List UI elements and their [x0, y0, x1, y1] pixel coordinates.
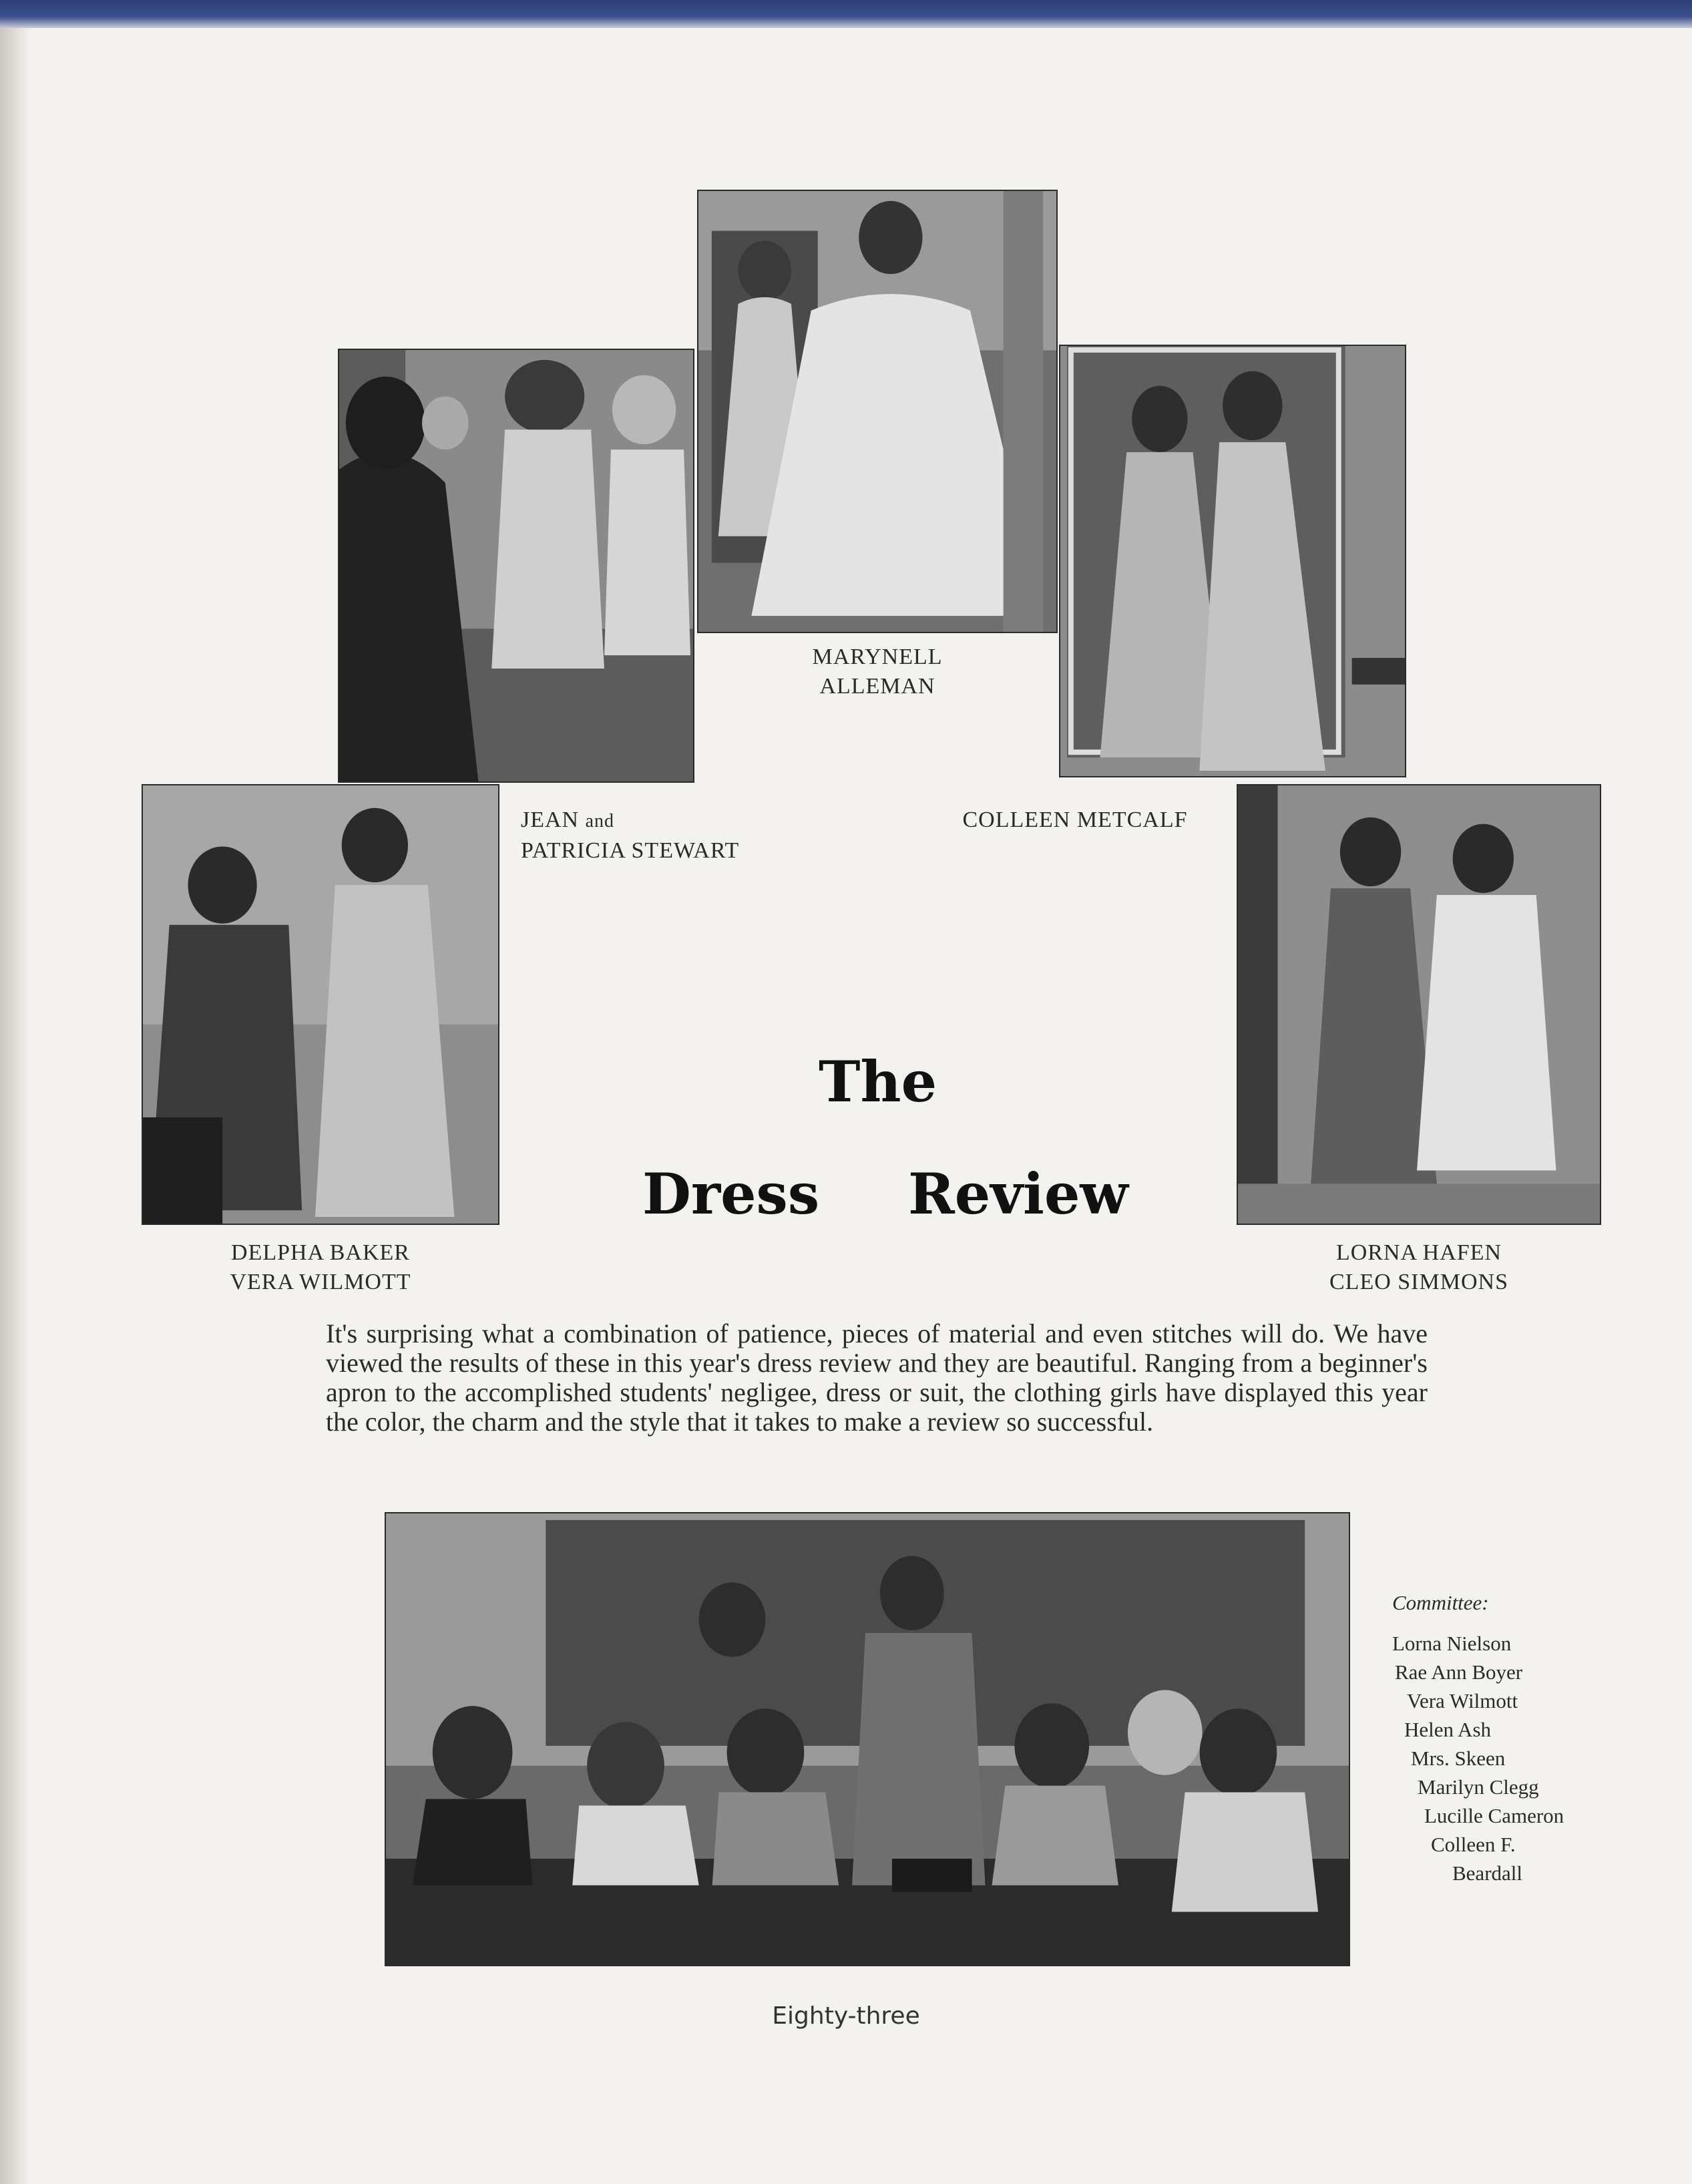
caption-line: VERA WILMOTT: [230, 1270, 411, 1294]
caption-line: JEAN: [521, 807, 580, 832]
caption-upper-left: [521, 805, 841, 866]
title-word-the: The: [819, 1049, 937, 1115]
caption-line: LORNA HAFEN: [1335, 1240, 1502, 1265]
committee-member: Mrs. Skeen: [1411, 1747, 1506, 1770]
committee-heading: Committee:: [1392, 1591, 1489, 1614]
committee-member: Vera Wilmott: [1407, 1689, 1518, 1712]
photo-marynell-alleman: [697, 190, 1058, 633]
photo-delpha-baker-vera-wilmott: [142, 784, 499, 1225]
committee-list: [1392, 1588, 1564, 1887]
committee-member: Beardall: [1452, 1861, 1523, 1885]
caption-line: COLLEEN METCALF: [962, 807, 1188, 832]
caption-line: PATRICIA STEWART: [521, 838, 740, 863]
committee-member: Marilyn Clegg: [1418, 1775, 1539, 1799]
committee-member: Lorna Nielson: [1392, 1632, 1512, 1655]
title-word-review: Review: [908, 1161, 1128, 1227]
photo-lorna-hafen-cleo-simmons: [1237, 784, 1601, 1225]
caption-line: CLEO SIMMONS: [1329, 1270, 1508, 1294]
committee-member: Helen Ash: [1404, 1718, 1492, 1741]
caption-line: MARYNELL: [812, 645, 943, 669]
binding-strip: [0, 0, 1692, 28]
caption-lower-left: [142, 1238, 499, 1297]
photo-jean-patricia-stewart: [338, 349, 694, 783]
photo-colleen-metcalf: [1059, 345, 1406, 777]
page-number: Eighty-three: [772, 2002, 920, 2030]
body-paragraph: It's surprising what a combination of patience, pieces of material and even stitches will do. We have viewed the results of these in this year's dress review and they are beautiful. Ranging from a beginner's apron to the accomplished students' negligee, dress or suit, the clothing girls have displayed this year the color, the charm and the style that it takes to make a review so successful.: [326, 1318, 1428, 1437]
caption-lower-right: [1237, 1238, 1601, 1297]
photo-committee-group: [385, 1512, 1350, 1966]
caption-conjunction: and: [585, 811, 615, 832]
caption-upper-right: [921, 805, 1229, 835]
caption-line: DELPHA BAKER: [231, 1240, 410, 1265]
title-word-dress: Dress: [642, 1161, 820, 1227]
committee-member: Lucille Cameron: [1424, 1804, 1564, 1827]
committee-member: Colleen F.: [1431, 1833, 1516, 1856]
caption-center: [697, 643, 1058, 701]
committee-member: Rae Ann Boyer: [1395, 1660, 1523, 1684]
page-left-edge: [0, 28, 31, 2184]
caption-line: ALLEMAN: [819, 674, 935, 699]
